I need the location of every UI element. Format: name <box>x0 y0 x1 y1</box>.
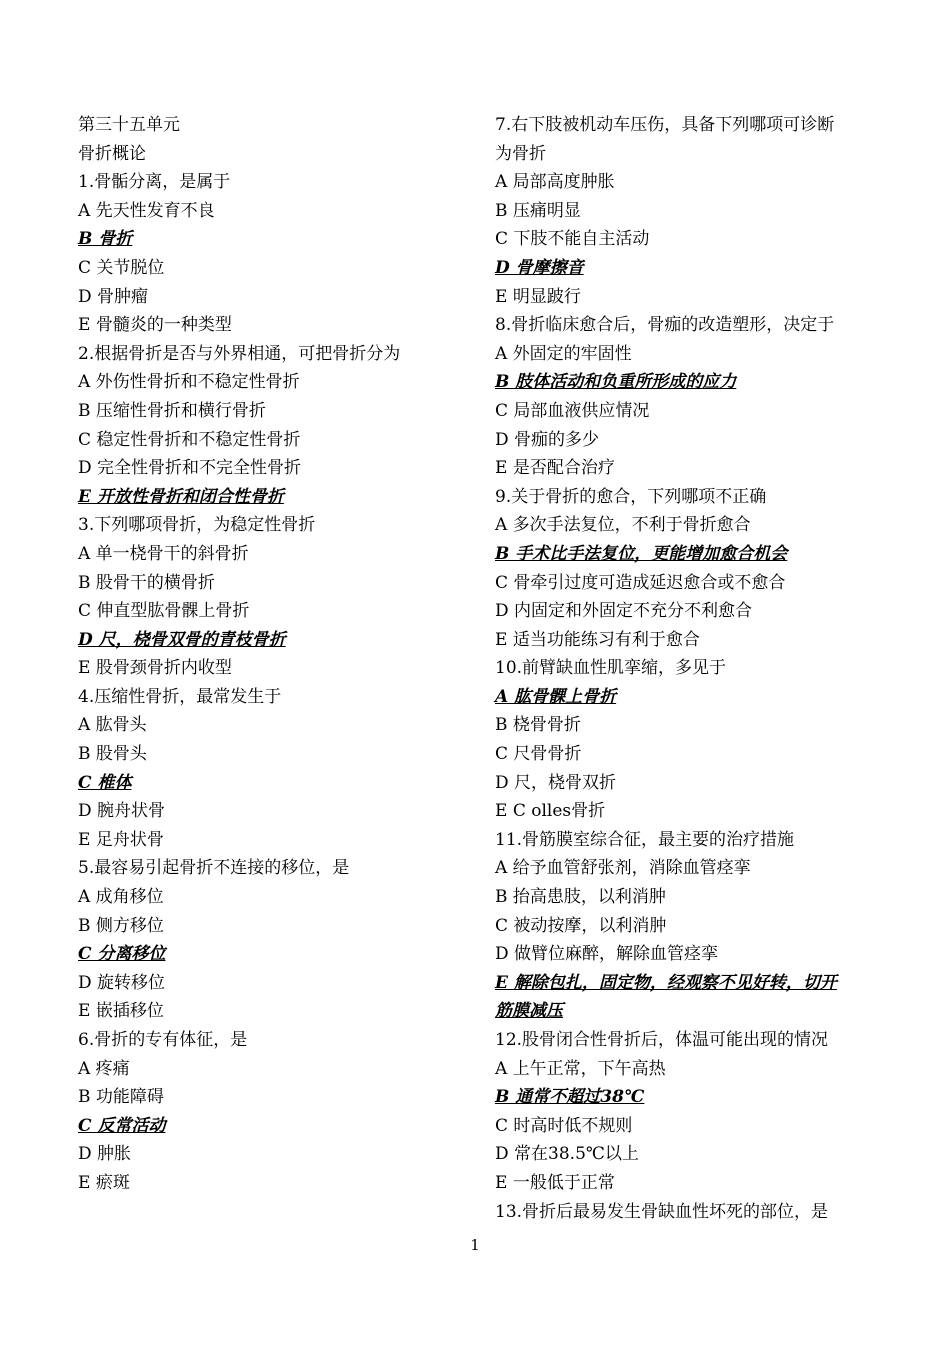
text-line: C 尺骨骨折 <box>495 744 582 765</box>
text-line: A 单一桡骨干的斜骨折 <box>78 543 249 564</box>
text-line: E C olles骨折 <box>495 801 606 822</box>
text-line: 12.股骨闭合性骨折后，体温可能出现的情况 <box>495 1030 829 1050</box>
text-line: E 是否配合治疗 <box>495 458 615 479</box>
text-line: A 外伤性骨折和不稳定性骨折 <box>78 372 300 393</box>
text-line: 11.骨筋膜室综合征，最主要的治疗措施 <box>495 829 795 850</box>
text-line: 第三十五单元 <box>78 115 180 135</box>
text-line: A 肱骨头 <box>78 715 147 736</box>
text-line: 8.骨折临床愈合后，骨痂的改造塑形，决定于 <box>495 315 835 336</box>
text-line: 13.骨折后最易发生骨缺血性坏死的部位，是 <box>495 1201 829 1222</box>
answer-line: D 骨摩擦音 <box>495 257 584 278</box>
text-line: D 尺，桡骨双折 <box>495 772 617 793</box>
answer-line: B 骨折 <box>78 229 133 250</box>
text-line: D 做臂位麻醉，解除血管痉挛 <box>495 944 719 965</box>
text-line: 6.骨折的专有体征，是 <box>78 1030 248 1050</box>
text-line: C 骨牵引过度可造成延迟愈合或不愈合 <box>495 572 786 593</box>
answer-line: C 反常活动 <box>78 1115 166 1136</box>
text-line: B 桡骨骨折 <box>495 715 581 736</box>
answer-line: B 手术比手法复位，更能增加愈合机会 <box>495 543 788 564</box>
text-line: D 骨肿瘤 <box>78 286 149 307</box>
text-line: 3.下列哪项骨折，为稳定性骨折 <box>78 515 316 536</box>
text-line: A 成角移位 <box>78 887 164 908</box>
text-line: A 多次手法复位，不利于骨折愈合 <box>495 515 751 536</box>
text-line: 2.根据骨折是否与外界相通，可把骨折分为 <box>78 343 401 364</box>
text-line: 骨折概论 <box>78 143 146 164</box>
text-line: 7.右下肢被机动车压伤，具备下列哪项可诊断 <box>495 115 835 135</box>
answer-line: A 肱骨髁上骨折 <box>495 686 617 707</box>
text-line: 为骨折 <box>495 143 546 164</box>
text-line: D 常在38.5℃以上 <box>495 1144 639 1165</box>
text-line: E 适当功能练习有利于愈合 <box>495 629 700 650</box>
text-line: 1.骨骺分离，是属于 <box>78 172 231 193</box>
text-line: E 嵌插移位 <box>78 1001 164 1022</box>
text-line: C 时高时低不规则 <box>495 1115 633 1136</box>
text-line: 10.前臂缺血性肌挛缩，多见于 <box>495 658 727 679</box>
text-line: D 腕舟状骨 <box>78 801 166 822</box>
text-line: E 骨髓炎的一种类型 <box>78 315 232 336</box>
text-line: A 先天性发育不良 <box>78 200 215 221</box>
page-number: 1 <box>470 1236 480 1254</box>
answer-line: B 通常不超过38℃ <box>495 1087 645 1108</box>
text-line: E 足舟状骨 <box>78 829 164 850</box>
answer-line: E 解除包扎，固定物，经观察不见好转，切开 <box>495 972 837 993</box>
text-line: A 疼痛 <box>78 1058 130 1079</box>
text-line: D 旋转移位 <box>78 972 166 993</box>
text-line: A 上午正常，下午高热 <box>495 1058 666 1079</box>
text-line: C 下肢不能自主活动 <box>495 229 650 250</box>
text-line: 9.关于骨折的愈合，下列哪项不正确 <box>495 486 767 507</box>
text-line: C 被动按摩，以利消肿 <box>495 915 667 936</box>
answer-line: B 肢体活动和负重所形成的应力 <box>495 372 737 393</box>
text-line: C 伸直型肱骨髁上骨折 <box>78 601 250 622</box>
text-line: E 股骨颈骨折内收型 <box>78 658 232 679</box>
text-line: A 给予血管舒张剂，消除血管痉挛 <box>495 858 751 879</box>
text-line: E 瘀斑 <box>78 1172 130 1193</box>
answer-line: C 分离移位 <box>78 944 166 965</box>
text-line: E 一般低于正常 <box>495 1172 615 1193</box>
right-column <box>495 111 885 1226</box>
answer-line: 筋膜减压 <box>495 1001 563 1022</box>
text-line: B 压痛明显 <box>495 200 581 221</box>
text-line: D 肿胀 <box>78 1144 132 1165</box>
text-line: 4.压缩性骨折，最常发生于 <box>78 686 282 707</box>
text-line: A 局部高度肿胀 <box>495 172 615 193</box>
answer-line: C 椎体 <box>78 772 132 793</box>
text-line: A 外固定的牢固性 <box>495 343 632 364</box>
text-line: C 稳定性骨折和不稳定性骨折 <box>78 429 301 450</box>
text-line: D 完全性骨折和不完全性骨折 <box>78 458 302 479</box>
answer-line: D 尺，桡骨双骨的青枝骨折 <box>78 629 286 650</box>
text-line: 5.最容易引起骨折不连接的移位，是 <box>78 858 350 879</box>
text-line: B 股骨干的横骨折 <box>78 572 215 593</box>
text-line: D 骨痂的多少 <box>495 429 600 450</box>
left-column <box>78 111 468 1198</box>
text-line: C 关节脱位 <box>78 257 165 278</box>
text-line: D 内固定和外固定不充分不利愈合 <box>495 601 753 622</box>
answer-line: E 开放性骨折和闭合性骨折 <box>78 486 284 507</box>
text-line: B 压缩性骨折和横行骨折 <box>78 400 266 421</box>
text-line: E 明显跛行 <box>495 286 581 307</box>
text-line: C 局部血液供应情况 <box>495 400 650 421</box>
text-line: B 抬高患肢，以利消肿 <box>495 887 666 908</box>
text-line: B 功能障碍 <box>78 1087 164 1108</box>
text-line: B 股骨头 <box>78 744 147 765</box>
text-line: B 侧方移位 <box>78 915 164 936</box>
